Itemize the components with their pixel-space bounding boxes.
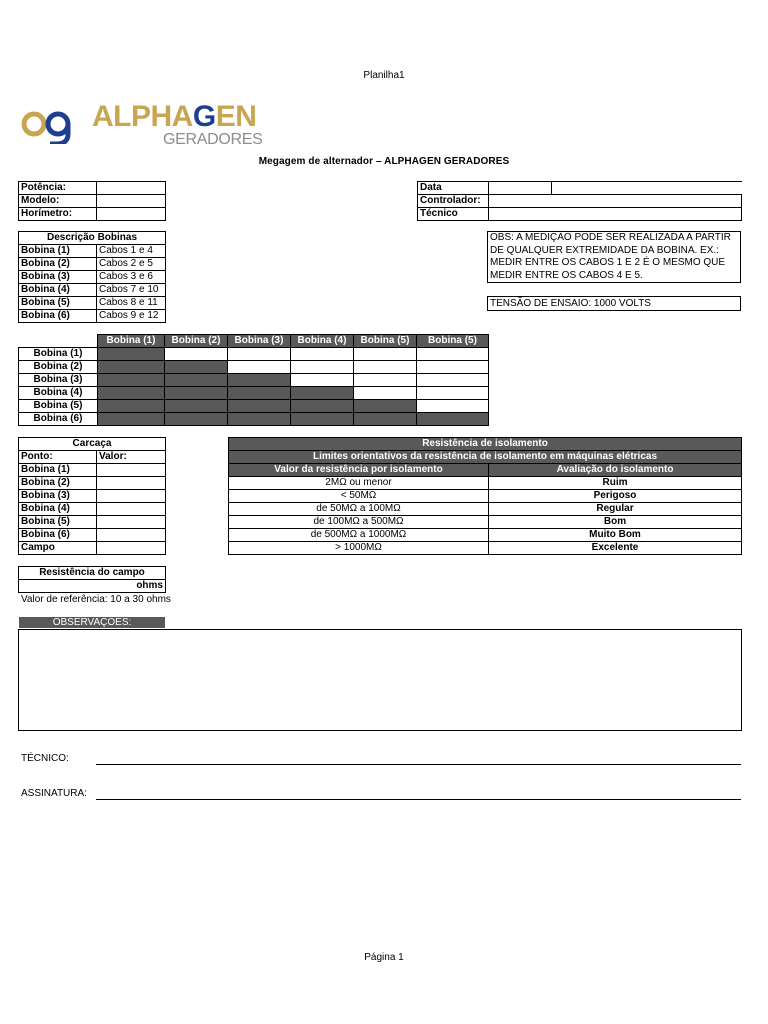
matrix-cell[interactable] <box>291 361 354 374</box>
campo-table <box>18 566 166 593</box>
matrix-cell-blocked <box>98 413 165 426</box>
matrix-cell[interactable] <box>417 348 489 361</box>
matrix-cell-blocked <box>165 387 228 400</box>
carcaca-table <box>18 437 166 555</box>
resistencia-valor: de 50MΩ a 100MΩ <box>229 503 489 516</box>
carcaca-value-field[interactable] <box>97 503 166 516</box>
assinatura-line[interactable] <box>96 799 741 800</box>
info-left-table <box>18 181 166 221</box>
matrix-cell[interactable] <box>417 387 489 400</box>
logo-accent: G <box>192 100 216 133</box>
data-label: Data <box>418 182 489 195</box>
matrix-cell[interactable] <box>417 374 489 387</box>
matrix-cell-blocked <box>228 400 291 413</box>
sheet-title: Planilha1 <box>363 70 405 81</box>
bobina-row-label: Bobina (6) <box>19 310 97 323</box>
carcaca-valor-header: Valor: <box>97 451 166 464</box>
matrix-cell[interactable] <box>354 361 417 374</box>
carcaca-ponto-header: Ponto: <box>19 451 97 464</box>
matrix-cell[interactable] <box>165 348 228 361</box>
carcaca-row-label: Campo <box>19 542 97 555</box>
matrix-cell-blocked <box>98 374 165 387</box>
modelo-label: Modelo: <box>19 195 97 208</box>
resistencia-subtitle: Limites orientativos da resistência de isolamento em máquinas elétricas <box>229 451 742 464</box>
campo-header: Resistência do campo <box>19 567 166 580</box>
bobina-row-value: Cabos 3 e 6 <box>97 271 166 284</box>
carcaca-row-label: Bobina (3) <box>19 490 97 503</box>
assinatura-label: ASSINATURA: <box>21 788 87 799</box>
potencia-field[interactable] <box>97 182 166 195</box>
matrix-cell-blocked <box>354 400 417 413</box>
campo-value-field[interactable]: ohms <box>19 580 166 593</box>
matrix-col-header: Bobina (2) <box>165 335 228 348</box>
matrix-cell[interactable] <box>354 374 417 387</box>
matrix-cell-blocked <box>98 400 165 413</box>
logo-prefix: ALPHA <box>92 100 193 133</box>
observacoes-field[interactable] <box>18 629 742 731</box>
resistencia-avaliacao: Muito Bom <box>489 529 742 542</box>
matrix-col-header: Bobina (5) <box>417 335 489 348</box>
bobina-row-value: Cabos 9 e 12 <box>97 310 166 323</box>
bobina-row-label: Bobina (5) <box>19 297 97 310</box>
tecnico-signature-line[interactable] <box>96 764 741 765</box>
matrix-cell-blocked <box>165 361 228 374</box>
carcaca-row-label: Bobina (4) <box>19 503 97 516</box>
logo-subtitle: GERADORES <box>163 131 263 148</box>
matrix-cell[interactable] <box>291 348 354 361</box>
bobina-row-label: Bobina (1) <box>19 245 97 258</box>
modelo-field[interactable] <box>97 195 166 208</box>
matrix-row-header: Bobina (6) <box>19 413 98 426</box>
controlador-field[interactable] <box>489 195 742 208</box>
carcaca-value-field[interactable] <box>97 464 166 477</box>
resistencia-table <box>228 437 742 555</box>
matrix-cell[interactable] <box>291 374 354 387</box>
resistencia-avaliacao: Ruim <box>489 477 742 490</box>
matrix-cell[interactable] <box>417 361 489 374</box>
logo-suffix: EN <box>215 100 257 133</box>
carcaca-value-field[interactable] <box>97 516 166 529</box>
matrix-row-header: Bobina (1) <box>19 348 98 361</box>
matrix-cell[interactable] <box>354 387 417 400</box>
resistencia-valor: de 100MΩ a 500MΩ <box>229 516 489 529</box>
bobina-row-label: Bobina (4) <box>19 284 97 297</box>
resistencia-avaliacao: Perigoso <box>489 490 742 503</box>
matrix-cell-blocked <box>98 361 165 374</box>
data-field[interactable] <box>489 182 742 195</box>
carcaca-row-label: Bobina (6) <box>19 529 97 542</box>
matrix-cell-blocked <box>417 413 489 426</box>
matrix-col-header: Bobina (4) <box>291 335 354 348</box>
matrix-row-header: Bobina (2) <box>19 361 98 374</box>
bobina-row-value: Cabos 1 e 4 <box>97 245 166 258</box>
bobina-row-label: Bobina (3) <box>19 271 97 284</box>
matrix-cell[interactable] <box>228 361 291 374</box>
matrix-col-header: Bobina (3) <box>228 335 291 348</box>
matrix-cell[interactable] <box>228 348 291 361</box>
matrix-cell-blocked <box>228 387 291 400</box>
carcaca-row-label: Bobina (5) <box>19 516 97 529</box>
matrix-row-header: Bobina (4) <box>19 387 98 400</box>
resistencia-valor: de 500MΩ a 1000MΩ <box>229 529 489 542</box>
matrix-row-header: Bobina (5) <box>19 400 98 413</box>
matrix-cell-blocked <box>291 413 354 426</box>
tensao-ensaio: TENSÃO DE ENSAIO: 1000 VOLTS <box>487 296 741 311</box>
carcaca-row-label: Bobina (1) <box>19 464 97 477</box>
bobinas-header: Descrição Bobinas <box>19 232 166 245</box>
resistencia-avaliacao: Bom <box>489 516 742 529</box>
resistencia-col-valor: Valor da resistência por isolamento <box>229 464 489 477</box>
matrix-cell-blocked <box>228 374 291 387</box>
tecnico-label: Técnico <box>418 208 489 221</box>
matrix-cell-blocked <box>165 413 228 426</box>
alphagen-logo <box>20 100 280 150</box>
matrix-cell-blocked <box>354 413 417 426</box>
resistencia-valor: < 50MΩ <box>229 490 489 503</box>
document-title: Megagem de alternador – ALPHAGEN GERADORES <box>258 156 510 167</box>
bobinas-table <box>18 231 166 323</box>
resistencia-valor: > 1000MΩ <box>229 542 489 555</box>
carcaca-value-field[interactable] <box>97 542 166 555</box>
matrix-cell-blocked <box>165 374 228 387</box>
matrix-cell-blocked <box>98 348 165 361</box>
horimetro-field[interactable] <box>97 208 166 221</box>
resistencia-avaliacao: Excelente <box>489 542 742 555</box>
resistencia-title: Resistência de isolamento <box>229 438 742 451</box>
matrix-col-header: Bobina (1) <box>98 335 165 348</box>
campo-reference: Valor de referência: 10 a 30 ohms <box>21 594 171 605</box>
carcaca-header: Carcaça <box>19 438 166 451</box>
potencia-label: Potência: <box>19 182 97 195</box>
resistencia-col-avaliacao: Avaliação do isolamento <box>489 464 742 477</box>
carcaca-row-label: Bobina (2) <box>19 477 97 490</box>
carcaca-value-field[interactable] <box>97 529 166 542</box>
matrix-cell-blocked <box>165 400 228 413</box>
tecnico-signature-label: TÉCNICO: <box>21 753 69 764</box>
info-right-table <box>417 181 742 221</box>
carcaca-value-field[interactable] <box>97 490 166 503</box>
horimetro-label: Horímetro: <box>19 208 97 221</box>
matrix-cell[interactable] <box>354 348 417 361</box>
bobina-row-value: Cabos 7 e 10 <box>97 284 166 297</box>
matrix-cell-blocked <box>291 387 354 400</box>
matrix-row-header: Bobina (3) <box>19 374 98 387</box>
matrix-cell-blocked <box>228 413 291 426</box>
page-number: Página 1 <box>364 952 404 963</box>
matrix-cell-blocked <box>291 400 354 413</box>
matrix-cell-blocked <box>98 387 165 400</box>
obs-note: OBS: A MEDIÇÃO PODE SER REALIZADA A PARTIR DE QUALQUER EXTREMIDADE DA BOBINA. EX.: MEDIR ENTRE OS CABOS 1 E 2 É O MESMO QUE MEDIR ENTRE OS CABOS 4 E 5. <box>487 231 741 283</box>
bobina-row-value: Cabos 2 e 5 <box>97 258 166 271</box>
controlador-label: Controlador: <box>418 195 489 208</box>
observacoes-label: OBSERVAÇOES: <box>19 617 165 628</box>
logo-wordmark <box>92 100 256 134</box>
resistencia-valor: 2MΩ ou menor <box>229 477 489 490</box>
bobina-matrix <box>18 334 489 426</box>
matrix-col-header: Bobina (5) <box>354 335 417 348</box>
tecnico-field[interactable] <box>489 208 742 221</box>
bobina-row-label: Bobina (2) <box>19 258 97 271</box>
carcaca-value-field[interactable] <box>97 477 166 490</box>
matrix-corner <box>19 335 98 348</box>
resistencia-avaliacao: Regular <box>489 503 742 516</box>
matrix-cell[interactable] <box>417 400 489 413</box>
bobina-row-value: Cabos 8 e 11 <box>97 297 166 310</box>
ag-logo-icon <box>20 104 80 144</box>
